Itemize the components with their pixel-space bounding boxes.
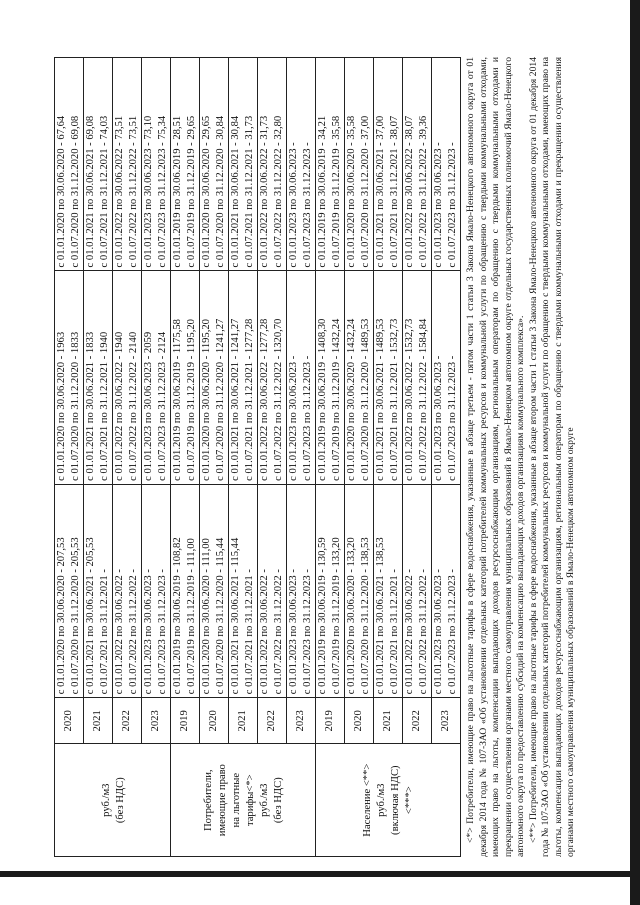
tariff-cell-3-line: с 01.07.2019 по 31.12.2019 - 29,65 [186, 115, 197, 268]
table-row [403, 58, 432, 857]
tariff-cell-1-line: с 01.01.2019 по 30.06.2019 - 130,59 [317, 537, 328, 695]
year-cell: 2020 [55, 698, 84, 744]
tariff-cell-3-line: с 01.01.2021 по 30.06.2021 - 69,08 [85, 115, 96, 268]
tariff-cell-1-line: с 01.01.2021 по 30.06.2021 - 205,53 [85, 537, 96, 695]
tariff-cell-3-line: с 01.07.2023 по 31.12.2023 - 75,34 [157, 115, 168, 268]
table-row [432, 58, 461, 857]
rotated-content [54, 57, 594, 857]
tariff-cell-3 [287, 58, 316, 271]
tariff-cell-2 [287, 271, 316, 484]
tariff-cell-3 [403, 58, 432, 271]
tariff-cell-3-line: с 01.07.2023 по 31.12.2023 - [447, 142, 458, 268]
tariff-cell-1-line: с 01.01.2023 по 30.06.2023 - [288, 569, 299, 695]
tariff-cell-1 [171, 484, 200, 697]
tariff-cell-1-line: с 01.07.2021 по 31.12.2021 - [389, 569, 400, 695]
tariff-cell-3-line: с 01.01.2022 по 30.06.2022 - 73,51 [114, 115, 125, 268]
tariff-cell-2-line: с 01.01.2022 по 30.06.2022 - 1940 [114, 331, 125, 481]
tariff-cell-3 [345, 58, 374, 271]
year-cell: 2019 [171, 698, 200, 744]
year-cell: 2020 [200, 698, 229, 744]
tariff-cell-1-line: с 01.07.2020 по 31.12.2020 - 205,53 [70, 537, 81, 695]
tariff-cell-2-line: с 01.07.2020 по 31.12.2020 - 1241,27 [215, 318, 226, 481]
table-row [171, 58, 200, 857]
tariff-cell-1-line: с 01.07.2023 по 31.12.2023 - [157, 569, 168, 695]
tariff-cell-3 [200, 58, 229, 271]
category-cell-line: (включая НДС) [390, 765, 401, 835]
tariff-cell-1-line: с 01.07.2022 по 31.12.2022 - [273, 569, 284, 695]
tariff-cell-2 [142, 271, 171, 484]
table-row [287, 58, 316, 857]
tariff-cell-2-line: с 01.01.2020 по 30.06.2020 - 1432,24 [346, 318, 357, 481]
tariff-cell-2-line: с 01.07.2022 по 31.12.2022 - 1584,84 [418, 318, 429, 481]
tariff-cell-1-line: с 01.07.2022 по 31.12.2022 - [128, 569, 139, 695]
tariff-cell-1-line: с 01.01.2020 по 30.06.2020 - 111,00 [201, 538, 212, 695]
table-row [142, 58, 171, 857]
tariff-cell-3-line: с 01.01.2023 по 30.06.2023 - 73,10 [143, 115, 154, 268]
tariff-cell-3-line: с 01.01.2021 по 30.06.2021 - 37,00 [375, 115, 386, 268]
tariff-table [54, 57, 461, 857]
tariff-cell-1 [287, 484, 316, 697]
table-row [84, 58, 113, 857]
tariff-cell-1-line: с 01.07.2019 по 31.12.2019 - 133,20 [331, 537, 342, 695]
tariff-cell-3-line: с 01.07.2021 по 31.12.2021 - 74,03 [99, 115, 110, 268]
tariff-cell-3-line: с 01.01.2022 по 30.06.2022 - 31,73 [259, 115, 270, 268]
tariff-cell-3 [84, 58, 113, 271]
year-cell: 2022 [113, 698, 142, 744]
tariff-cell-2-line: с 01.01.2023 по 30.06.2023 - [433, 355, 444, 481]
tariff-cell-1 [200, 484, 229, 697]
category-cell-line: руб./м3 [100, 783, 112, 817]
tariff-cell-2 [229, 271, 258, 484]
tariff-cell-2 [403, 271, 432, 484]
tariff-cell-2-line: с 01.01.2021 по 30.06.2021 - 1241,27 [230, 318, 241, 481]
tariff-cell-2-line: с 01.01.2023 по 30.06.2023 - [288, 355, 299, 481]
tariff-cell-1 [374, 484, 403, 697]
footnote-1: <*> Потребители, имеющие право на льготные тарифы в сфере водоснабжения, указанные в абзаце третьем - пятом части 1 статьи 3 Закона Ямало-Ненецкого автономного округа от 01 декабря 2014 года № 107-ЗАО «Об установлении отдельных категорий потребителей коммунальных ресурсов и коммунальной услуги по обращению с твердыми коммунальными отходами, имеющих право на льготы, компенсации выпадающих доходов ресурсоснабжающим организациям, региональным операторам по обращению с твердыми коммунальными отходами и прекращении осуществления органами местного самоуправления муниципальных образований в Ямало-Ненецком автономном округе отдельных государственных полномочий Ямало-Ненецкого автономного округа по предоставлению субсидий на компенсацию выпадающих доходов организациям коммунального комплекса». [465, 57, 526, 857]
tariff-cell-1-line: с 01.07.2023 по 31.12.2023 - [447, 569, 458, 695]
tariff-cell-1 [229, 484, 258, 697]
tariff-cell-1 [84, 484, 113, 697]
tariff-cell-3 [316, 58, 345, 271]
tariff-cell-2-line: с 01.07.2021 по 31.12.2021 - 1532,73 [389, 318, 400, 481]
table-row [113, 58, 142, 857]
tariff-cell-3-line: с 01.01.2021 по 30.06.2021 - 30,84 [230, 115, 241, 268]
tariff-cell-2-line: с 01.07.2023 по 31.12.2023 - [302, 355, 313, 481]
tariff-cell-2 [258, 271, 287, 484]
category-cell [55, 744, 171, 857]
tariff-cell-3-line: с 01.01.2019 по 30.06.2019 - 34,21 [317, 115, 328, 268]
tariff-cell-2-line: с 01.07.2020 по 31.12.2020 - 1489,53 [360, 318, 371, 481]
tariff-cell-3-line: с 01.07.2022 по 31.12.2022 - 32,80 [273, 115, 284, 268]
category-cell-line: (без НДС) [114, 777, 126, 824]
tariff-cell-2-line: с 01.01.2019 по 30.06.2019 - 1408,30 [317, 318, 328, 481]
tariff-cell-1-line: с 01.01.2019 по 30.06.2019 - 108,82 [172, 537, 183, 695]
tariff-cell-2-line: с 01.07.2021 по 31.12.2021 - 1940 [99, 331, 110, 481]
tariff-cell-2-line: с 01.07.2023 по 31.12.2023 - [447, 355, 458, 481]
tariff-cell-2-line: с 01.07.2020 по 31.12.2020 - 1833 [70, 331, 81, 481]
tariff-cell-2-line: с 01.07.2021 по 31.12.2021 - 1277,28 [244, 318, 255, 481]
year-cell: 2023 [432, 698, 461, 744]
table-row [345, 58, 374, 857]
tariff-cell-1-line: с 01.07.2023 по 31.12.2023 - [302, 569, 313, 695]
tariff-cell-2-line: с 01.01.2023 по 30.06.2023 - 2059 [143, 331, 154, 481]
footnote-2: <**> Потребители, имеющие право на льготные тарифы в сфере водоснабжения, указанные в абзаце втором части 1 статьи 3 Закона Ямало-Ненецкого автономного округа от 01 декабря 2014 года № 107-ЗАО «Об установлении отдельных категорий потребителей коммунальных ресурсов и коммунальной услуги по обращению с твердыми коммунальными отходами, имеющих право на льготы, компенсации выпадающих доходов ресурсоснабжающим организациям, региональным операторам по обращению с твердыми коммунальными отходами и прекращении осуществления органами местного самоуправления муниципальных образований в Ямало-Ненецком автономном округе [527, 57, 576, 857]
tariff-cell-3 [55, 58, 84, 271]
tariff-cell-1 [345, 484, 374, 697]
tariff-cell-1-line: с 01.01.2023 по 30.06.2023 - [143, 569, 154, 695]
table-row [258, 58, 287, 857]
tariff-cell-2 [55, 271, 84, 484]
tariff-cell-2-line: с 01.07.2019 по 31.12.2019 - 1432,24 [331, 318, 342, 481]
table-row [374, 58, 403, 857]
tariff-cell-1-line: с 01.01.2020 по 30.06.2020 - 133,20 [346, 537, 357, 695]
tariff-cell-3-line: с 01.01.2023 по 30.06.2023 - [433, 142, 444, 268]
tariff-cell-1 [142, 484, 171, 697]
footnotes [465, 57, 578, 857]
tariff-cell-3 [229, 58, 258, 271]
tariff-cell-2-line: с 01.01.2021 по 30.06.2021 - 1833 [85, 331, 96, 481]
category-cell-line: руб./м3 [376, 783, 387, 817]
year-cell: 2019 [316, 698, 345, 744]
category-cell [171, 744, 316, 857]
category-cell-line: руб./м3 [259, 783, 270, 817]
tariff-cell-2 [316, 271, 345, 484]
year-cell: 2021 [374, 698, 403, 744]
year-cell: 2022 [403, 698, 432, 744]
tariff-cell-3-line: с 01.01.2022 по 30.06.2022 - 38,07 [404, 115, 415, 268]
year-cell: 2021 [229, 698, 258, 744]
tariff-cell-1 [113, 484, 142, 697]
tariff-cell-3 [113, 58, 142, 271]
tariff-cell-1-line: с 01.07.2021 по 31.12.2021 - [99, 569, 110, 695]
tariff-cell-2-line: с 01.01.2022 по 30.06.2022 - 1532,73 [404, 318, 415, 481]
tariff-cell-3-line: с 01.01.2023 по 30.06.2023 - [288, 142, 299, 268]
tariff-cell-3 [432, 58, 461, 271]
tariff-cell-1 [316, 484, 345, 697]
year-cell: 2023 [287, 698, 316, 744]
tariff-cell-3-line: с 01.07.2020 по 31.12.2020 - 37,00 [360, 115, 371, 268]
tariff-cell-1-line: с 01.01.2023 по 30.06.2023 - [433, 569, 444, 695]
tariff-cell-2-line: с 01.01.2020 по 30.06.2020 - 1195,20 [201, 319, 212, 481]
tariff-cell-2 [200, 271, 229, 484]
tariff-cell-1-line: с 01.07.2020 по 31.12.2020 - 115,44 [215, 537, 226, 695]
tariff-cell-1 [55, 484, 84, 697]
category-cell-line: на льготные [231, 772, 242, 828]
tariff-cell-1-line: с 01.01.2022 по 30.06.2022 - [404, 569, 415, 695]
tariff-cell-2-line: с 01.07.2022 по 31.12.2022 - 1320,70 [273, 318, 284, 481]
tariff-cell-3-line: с 01.07.2020 по 31.12.2020 - 69,08 [70, 115, 81, 268]
scan-edge-right [630, 0, 640, 905]
tariff-cell-1-line: с 01.07.2019 по 31.12.2019 - 111,00 [186, 538, 197, 695]
tariff-cell-3-line: с 01.07.2022 по 31.12.2022 - 39,36 [418, 115, 429, 268]
category-cell-line: Потребители, [203, 769, 214, 831]
table-row [229, 58, 258, 857]
tariff-cell-1-line: с 01.01.2022 по 30.06.2022 - [114, 569, 125, 695]
tariff-cell-3-line: с 01.01.2020 по 30.06.2020 - 35,58 [346, 115, 357, 268]
year-cell: 2020 [345, 698, 374, 744]
tariff-cell-1-line: с 01.01.2021 по 30.06.2021 - 138,53 [375, 537, 386, 695]
table-row [316, 58, 345, 857]
category-cell-line: Население <**> [362, 763, 373, 837]
category-cell-line: <***> [404, 786, 415, 815]
tariff-cell-3 [374, 58, 403, 271]
tariff-cell-2-line: с 01.01.2021 по 30.06.2021 - 1489,53 [375, 318, 386, 481]
tariff-cell-3-line: с 01.07.2022 по 31.12.2022 - 73,51 [128, 115, 139, 268]
year-cell: 2022 [258, 698, 287, 744]
tariff-cell-3-line: с 01.01.2020 по 30.06.2020 - 29,65 [201, 115, 212, 268]
tariff-cell-1-line: с 01.01.2021 по 30.06.2021 - 115,44 [230, 537, 241, 695]
tariff-cell-2-line: с 01.01.2020 по 30.06.2020 - 1963 [56, 331, 67, 481]
category-cell-line: имеющие право [217, 764, 228, 837]
tariff-cell-2-line: с 01.01.2019 по 30.06.2019 - 1175,58 [172, 319, 183, 481]
tariff-cell-2-line: с 01.01.2022 по 30.06.2022 - 1277,28 [259, 318, 270, 481]
tariff-cell-1-line: с 01.07.2022 по 31.12.2022 - [418, 569, 429, 695]
category-cell [316, 744, 461, 857]
tariff-cell-1-line: с 01.07.2020 по 31.12.2020 - 138,53 [360, 537, 371, 695]
tariff-cell-3-line: с 01.07.2020 по 31.12.2020 - 30,84 [215, 115, 226, 268]
tariff-cell-1 [403, 484, 432, 697]
tariff-cell-2 [84, 271, 113, 484]
tariff-cell-3-line: с 01.01.2020 по 30.06.2020 - 67,64 [56, 115, 67, 268]
tariff-cell-1 [432, 484, 461, 697]
table-row [55, 58, 84, 857]
tariff-cell-2 [113, 271, 142, 484]
tariff-cell-1-line: с 01.01.2020 по 30.06.2020 - 207,53 [56, 537, 67, 695]
tariff-cell-3-line: с 01.07.2019 по 31.12.2019 - 35,58 [331, 115, 342, 268]
category-cell-line: тарифы<*> [245, 774, 256, 827]
tariff-cell-1 [258, 484, 287, 697]
tariff-cell-3-line: с 01.07.2021 по 31.12.2021 - 38,07 [389, 115, 400, 268]
tariff-cell-2-line: с 01.07.2022 по 31.12.2022 - 2140 [128, 331, 139, 481]
tariff-cell-2 [345, 271, 374, 484]
tariff-cell-1-line: с 01.07.2021 по 31.12.2021 - [244, 569, 255, 695]
tariff-cell-2-line: с 01.07.2019 по 31.12.2019 - 1195,20 [186, 319, 197, 481]
tariff-cell-1-line: с 01.01.2022 по 30.06.2022 - [259, 569, 270, 695]
tariff-cell-2 [432, 271, 461, 484]
tariff-cell-3-line: с 01.01.2019 по 30.06.2019 - 28,51 [172, 115, 183, 268]
category-cell-line: (без НДС) [273, 777, 284, 824]
tariff-cell-3-line: с 01.07.2023 по 31.12.2023 - [302, 142, 313, 268]
tariff-cell-3 [258, 58, 287, 271]
scan-edge-bottom [0, 871, 640, 877]
tariff-cell-2 [374, 271, 403, 484]
table-row [200, 58, 229, 857]
tariff-cell-3 [171, 58, 200, 271]
tariff-cell-2-line: с 01.07.2023 по 31.12.2023 - 2124 [157, 331, 168, 481]
year-cell: 2021 [84, 698, 113, 744]
tariff-cell-3-line: с 01.07.2021 по 31.12.2021 - 31,73 [244, 115, 255, 268]
tariff-cell-2 [171, 271, 200, 484]
year-cell: 2023 [142, 698, 171, 744]
tariff-cell-3 [142, 58, 171, 271]
